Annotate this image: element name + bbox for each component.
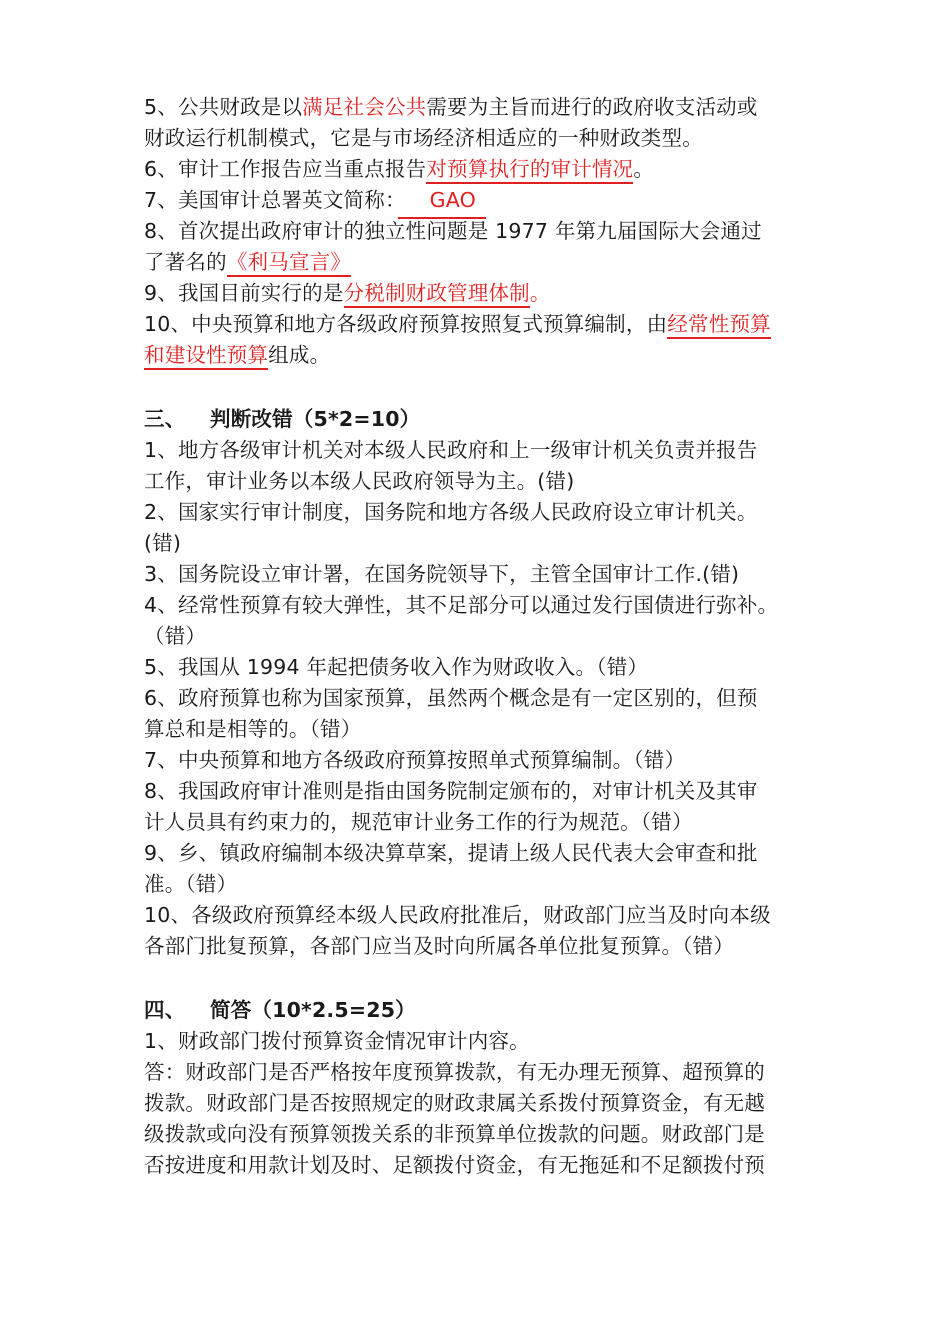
section-3-heading [144, 404, 816, 435]
fill-item-6 [144, 154, 816, 185]
section-4-heading [144, 995, 816, 1026]
fill-item-5-prefix: 5、公共财政是以 [144, 95, 303, 119]
text-line: 答：财政部门是否严格按年度预算拨款，有无办理无预算、超预算的 [144, 1060, 765, 1084]
text-line: 1、财政部门拨付预算资金情况审计内容。 [144, 1029, 530, 1053]
fill-item-10 [144, 309, 816, 340]
text-line: 拨款。财政部门是否按照规定的财政隶属关系拨付预算资金，有无越 [144, 1091, 765, 1115]
fill-item-8-answer: 《利马宣言》 [227, 250, 351, 277]
fill-item-6-prefix: 6、审计工作报告应当重点报告 [144, 157, 427, 181]
fill-item-9-suffix: 。 [529, 281, 551, 305]
text-line: 工作，审计业务以本级人民政府领导为主。(错) [144, 469, 575, 493]
fill-item-10-cont [144, 340, 816, 371]
section-3-title: 判断改错（5*2=10） [210, 407, 421, 431]
text-line: 否按进度和用款计划及时、足额拨付资金，有无拖延和不足额拨付预 [144, 1153, 765, 1177]
fill-item-7 [144, 185, 816, 216]
text-line: 准。（错） [144, 872, 238, 896]
fill-item-10-prefix: 10、中央预算和地方各级政府预算按照复式预算编制，由 [144, 312, 668, 336]
text-line: (错) [144, 531, 182, 555]
fill-item-10-cont-suffix: 组成。 [268, 343, 331, 367]
fill-item-7-prefix: 7、美国审计总署英文简称： [144, 188, 406, 212]
section-4-lines [144, 1026, 816, 1181]
text-line: 1、地方各级审计机关对本级人民政府和上一级审计机关负责并报告 [144, 438, 758, 462]
fill-item-6-suffix: 。 [633, 157, 655, 181]
section-3-number: 三、 [144, 407, 186, 431]
text-line: 各部门批复预算，各部门应当及时向所属各单位批复预算。（错） [144, 934, 735, 958]
section-3-lines [144, 435, 816, 962]
fill-item-10-cont-answer: 和建设性预算 [144, 343, 268, 370]
fill-item-9-answer: 分税制财政管理体制 [344, 281, 530, 308]
fill-item-5-suffix: 需要为主旨而进行的政府收支活动或 [426, 95, 758, 119]
fill-item-5-cont: 财政运行机制模式，它是与市场经济相适应的一种财政类型。 [144, 126, 703, 150]
section-4-number: 四、 [144, 998, 186, 1022]
text-line: 8、我国政府审计准则是指由国务院制定颁布的，对审计机关及其审 [144, 779, 758, 803]
fill-item-10-answer: 经常性预算 [667, 312, 771, 339]
text-line: 算总和是相等的。（错） [144, 717, 362, 741]
fill-item-6-answer: 对预算执行的审计情况 [426, 157, 633, 184]
fill-item-9 [144, 278, 816, 309]
text-line: （错） [144, 624, 207, 648]
fill-item-8-cont [144, 247, 816, 278]
text-line: 4、经常性预算有较大弹性，其不足部分可以通过发行国债进行弥补。 [144, 593, 779, 617]
text-line: 3、国务院设立审计署，在国务院领导下，主管全国审计工作.(错) [144, 562, 740, 586]
text-line: 9、乡、镇政府编制本级决算草案，提请上级人民代表大会审查和批 [144, 841, 758, 865]
document-body [144, 92, 816, 1181]
fill-item-7-answer: GAO [429, 188, 476, 212]
text-line: 计人员具有约束力的，规范审计业务工作的行为规范。（错） [144, 810, 693, 834]
fill-item-8: 8、首次提出政府审计的独立性问题是 1977 年第九届国际大会通过 [144, 219, 762, 243]
answer-underline [398, 217, 486, 219]
section-4-title: 简答（10*2.5=25） [210, 998, 416, 1022]
fill-item-5-answer: 满足社会公共 [302, 95, 427, 119]
text-line: 5、我国从 1994 年起把债务收入作为财政收入。（错） [144, 655, 649, 679]
fill-item-9-prefix: 9、我国目前实行的是 [144, 281, 344, 305]
fill-item-5 [144, 92, 816, 123]
text-line: 级拨款或向没有预算领拨关系的非预算单位拨款的问题。财政部门是 [144, 1122, 765, 1146]
text-line: 6、政府预算也称为国家预算，虽然两个概念是有一定区别的，但预 [144, 686, 758, 710]
text-line: 10、各级政府预算经本级人民政府批准后，财政部门应当及时向本级 [144, 903, 771, 927]
text-line: 7、中央预算和地方各级政府预算按照单式预算编制。（错） [144, 748, 686, 772]
fill-item-8-cont-prefix: 了著名的 [144, 250, 227, 274]
text-line: 2、国家实行审计制度，国务院和地方各级人民政府设立审计机关。 [144, 500, 758, 524]
